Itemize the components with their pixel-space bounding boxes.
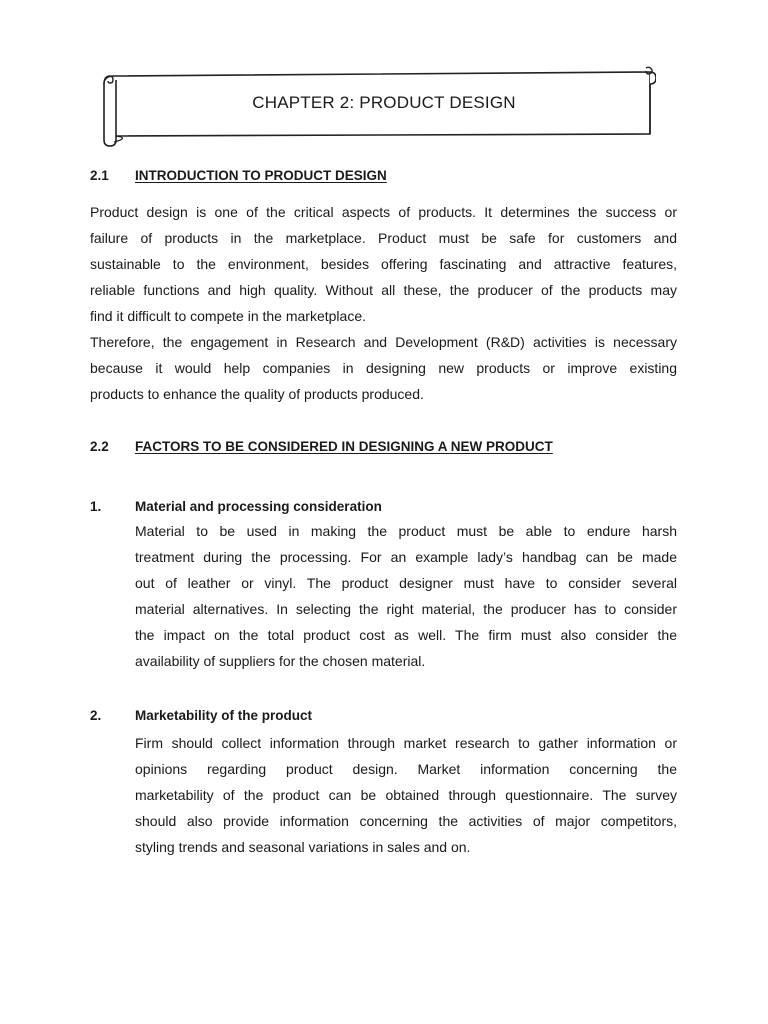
paragraph-line: out of leather or vinyl. The product designer must have to consider several	[135, 575, 677, 591]
paragraph-line: sustainable to the environment, besides offering fascinating and attractive features,	[90, 256, 677, 272]
paragraph-line: styling trends and seasonal variations in sales and on.	[135, 839, 471, 855]
paragraph-line: the impact on the total product cost as well. The firm must also consider the	[135, 627, 677, 643]
paragraph-line: products to enhance the quality of products produced.	[90, 386, 424, 402]
item-paragraph-2	[135, 730, 677, 860]
section-title: FACTORS TO BE CONSIDERED IN DESIGNING A NEW PRODUCT	[135, 439, 553, 454]
paragraph-line: Firm should collect information through market research to gather information or	[135, 735, 677, 751]
section-number: 2.1	[90, 168, 109, 183]
paragraph-line: Therefore, the engagement in Research and Development (R&D) activities is necessary	[90, 334, 677, 350]
section-heading-2-1	[90, 168, 387, 183]
paragraph-line: availability of suppliers for the chosen material.	[135, 653, 426, 669]
section-number: 2.2	[90, 439, 109, 454]
paragraph-line: marketability of the product can be obtained through questionnaire. The survey	[135, 787, 677, 803]
paragraph-line: reliable functions and high quality. Without all these, the producer of the products may	[90, 282, 677, 298]
item-title: Marketability of the product	[135, 708, 313, 723]
intro-paragraph-1	[90, 199, 677, 329]
paragraph-line: treatment during the processing. For an example lady’s handbag can be made	[135, 549, 677, 565]
paragraph-line: find it difficult to compete in the marketplace.	[90, 308, 366, 324]
item-title: Material and processing consideration	[135, 499, 382, 514]
paragraph-line: Material to be used in making the product must be able to endure harsh	[135, 523, 677, 539]
item-number: 2.	[90, 708, 102, 723]
paragraph-line: opinions regarding product design. Market information concerning the	[135, 761, 677, 777]
paragraph-line: because it would help companies in designing new products or improve existing	[90, 360, 677, 376]
paragraph-line: failure of products in the marketplace. Product must be safe for customers and	[90, 230, 677, 246]
item-paragraph-1	[135, 518, 677, 674]
section-title: INTRODUCTION TO PRODUCT DESIGN	[135, 168, 387, 183]
paragraph-line: material alternatives. In selecting the right material, the producer has to consider	[135, 601, 677, 617]
item-number: 1.	[90, 499, 102, 514]
paragraph-line: Product design is one of the critical aspects of products. It determines the success or	[90, 204, 677, 220]
chapter-title: CHAPTER 2: PRODUCT DESIGN	[252, 93, 516, 112]
intro-paragraph-2	[90, 329, 677, 407]
paragraph-line: should also provide information concerning the activities of major competitors,	[135, 813, 677, 829]
section-heading-2-2	[90, 439, 553, 454]
